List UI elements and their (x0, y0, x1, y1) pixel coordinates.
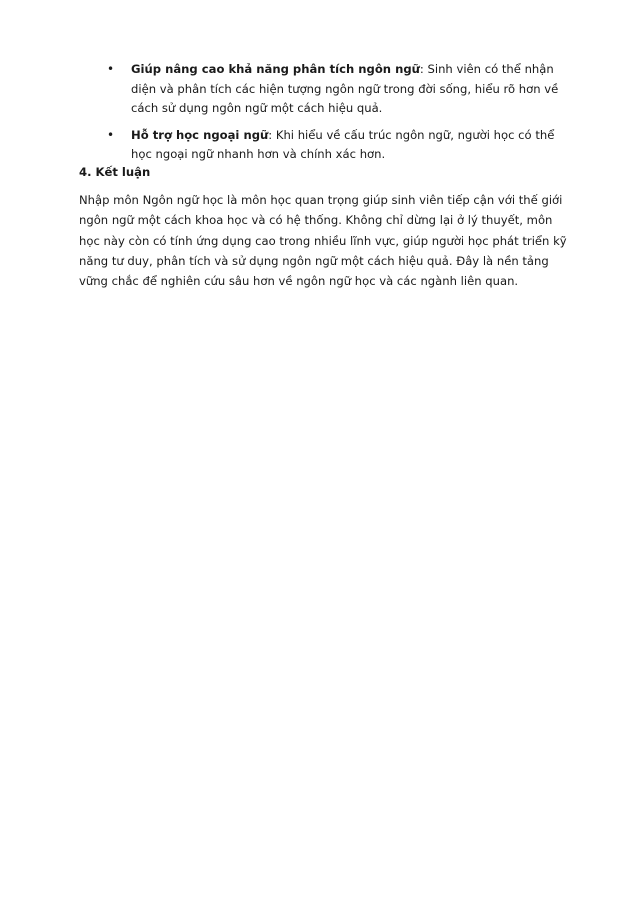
conclusion-paragraph: Nhập môn Ngôn ngữ học là môn học quan trọng giúp sinh viên tiếp cận với thế giới ngôn ngữ một cách khoa học và có hệ thống. Không chỉ dừng lại ở lý thuyết, môn học này còn có tính ứng dụng cao trong nhiều lĩnh vực, giúp người học phát triển kỹ năng tư duy, phân tích và sử dụng ngôn ngữ một cách hiệu quả. Đây là nền tảng vững chắc để nghiên cứu sâu hơn về ngôn ngữ học và các ngành liên quan. (79, 193, 567, 289)
bullet-icon: • (107, 62, 115, 76)
list-item (104, 60, 574, 119)
bullet-title: Giúp nâng cao khả năng phân tích ngôn ngữ (131, 62, 420, 76)
bullet-list (104, 60, 574, 172)
bullet-title: Hỗ trợ học ngoại ngữ (131, 127, 269, 142)
list-item (104, 126, 574, 165)
bullet-icon: • (107, 127, 115, 142)
bullet-text: : Sinh viên có thể nhận diện và phân tích các hiện tượng ngôn ngữ trong đời sống, hiểu rõ hơn về cách sử dụng ngôn ngữ một cách hiệu quả. (131, 62, 559, 115)
section-heading: 4. Kết luận (79, 165, 151, 179)
bullet-text: : Khi hiểu về cấu trúc ngôn ngữ, người học có thể học ngoại ngữ nhanh hơn và chính xác hơn. (131, 127, 555, 161)
